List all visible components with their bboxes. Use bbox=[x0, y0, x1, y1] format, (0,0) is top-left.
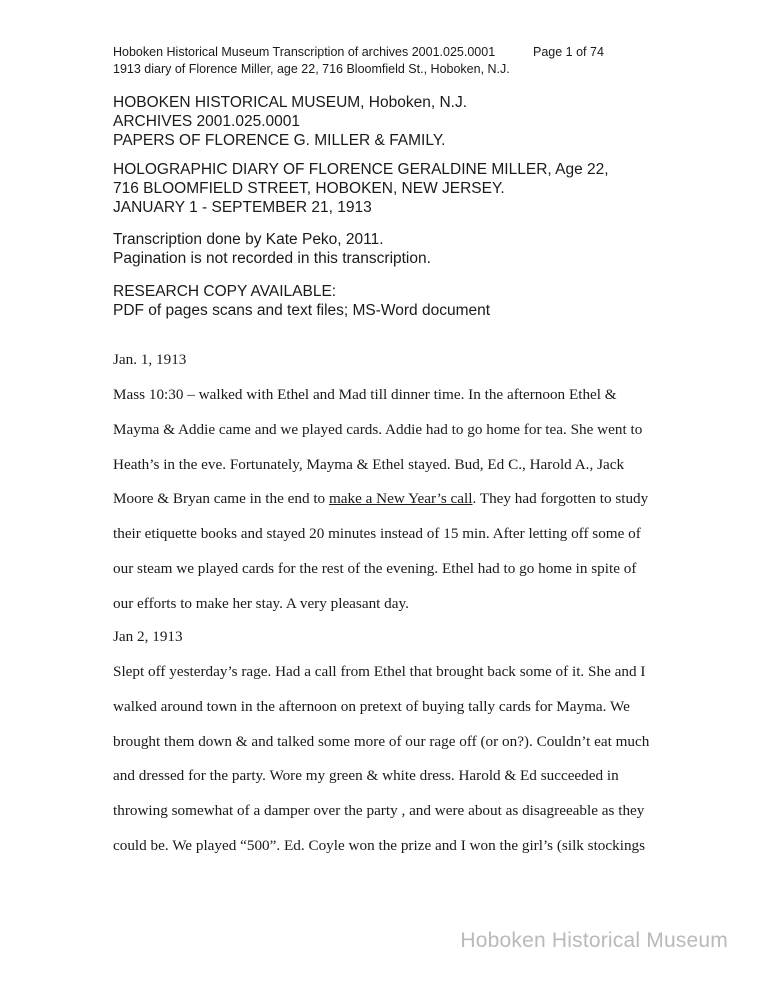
entry-line: and dressed for the party. Wore my green & white dress. Harold & Ed succeeded in bbox=[113, 767, 619, 784]
museum-info-block bbox=[113, 93, 467, 150]
diary-info-block bbox=[113, 160, 609, 217]
diary-title-line: HOLOGRAPHIC DIARY OF FLORENCE GERALDINE MILLER, Age 22, bbox=[113, 161, 609, 178]
entry-text: . They had forgotten to study bbox=[472, 490, 649, 507]
museum-line: HOBOKEN HISTORICAL MUSEUM, Hoboken, N.J. bbox=[113, 94, 468, 111]
entry-text: Moore & Bryan came in the end to bbox=[113, 490, 329, 507]
date-range-line: JANUARY 1 - SEPTEMBER 21, 1913 bbox=[113, 199, 372, 216]
transcriber-line: Transcription done by Kate Peko, 2011. bbox=[113, 231, 384, 248]
transcription-info-block bbox=[113, 230, 431, 268]
entry-line: their etiquette books and stayed 20 minutes instead of 15 min. After letting off some of bbox=[113, 525, 641, 542]
page-number: Page 1 of 74 bbox=[533, 45, 604, 59]
entry-line: could be. We played “500”. Ed. Coyle won the prize and I won the girl’s (silk stockings bbox=[113, 837, 646, 854]
research-copy-heading: RESEARCH COPY AVAILABLE: bbox=[113, 283, 337, 300]
papers-line: PAPERS OF FLORENCE G. MILLER & FAMILY. bbox=[113, 132, 446, 149]
entry-line: Mass 10:30 – walked with Ethel and Mad till dinner time. In the afternoon Ethel & bbox=[113, 386, 617, 403]
entry-date: Jan 2, 1913 bbox=[113, 628, 183, 645]
entry-line: throwing somewhat of a damper over the party , and were about as disagreeable as they bbox=[113, 802, 645, 819]
research-copy-block bbox=[113, 282, 490, 320]
entry-line: Heath’s in the eve. Fortunately, Mayma & Ethel stayed. Bud, Ed C., Harold A., Jack bbox=[113, 456, 625, 473]
entry-date: Jan. 1, 1913 bbox=[113, 351, 187, 368]
entry-line: our efforts to make her stay. A very pleasant day. bbox=[113, 595, 409, 612]
archives-line: ARCHIVES 2001.025.0001 bbox=[113, 113, 300, 130]
pagination-note-line: Pagination is not recorded in this transcription. bbox=[113, 250, 431, 267]
header-archive-title: Hoboken Historical Museum Transcription of archives 2001.025.0001 bbox=[113, 45, 496, 59]
entry-line: Mayma & Addie came and we played cards. Addie had to go home for tea. She went to bbox=[113, 421, 643, 438]
entry-line: Slept off yesterday’s rage. Had a call from Ethel that brought back some of it. She and I bbox=[113, 663, 646, 680]
entry-line: walked around town in the afternoon on pretext of buying tally cards for Mayma. We bbox=[113, 698, 630, 715]
underlined-phrase: make a New Year’s call bbox=[328, 490, 473, 507]
running-header bbox=[113, 44, 653, 78]
research-copy-formats: PDF of pages scans and text files; MS-Word document bbox=[113, 302, 491, 319]
entry-line: brought them down & and talked some more of our rage off (or on?). Couldn’t eat much bbox=[113, 733, 650, 750]
header-diary-subtitle: 1913 diary of Florence Miller, age 22, 716 Bloomfield St., Hoboken, N.J. bbox=[113, 62, 510, 76]
entry-line: our steam we played cards for the rest of the evening. Ethel had to go home in spite of bbox=[113, 560, 637, 577]
address-line: 716 BLOOMFIELD STREET, HOBOKEN, NEW JERSEY. bbox=[113, 180, 505, 197]
museum-watermark: Hoboken Historical Museum bbox=[460, 929, 728, 952]
entry-line bbox=[113, 489, 648, 509]
